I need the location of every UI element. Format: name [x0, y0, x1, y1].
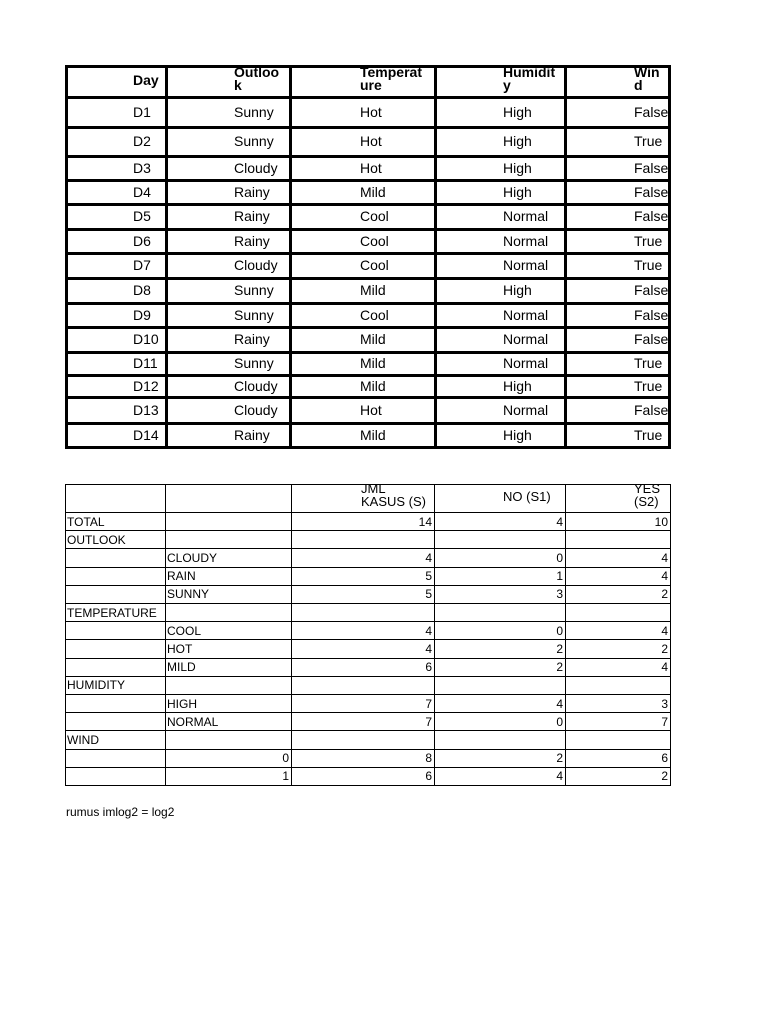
weather-cell: Mild — [360, 331, 386, 347]
weather-cell: False — [634, 401, 669, 418]
weather-cell: Cloudy — [234, 401, 278, 418]
summary-cell: 14 — [418, 514, 432, 529]
weather-cell: False — [634, 103, 669, 120]
weather-cell: Normal — [503, 257, 549, 273]
summary-cell: COOL — [167, 623, 202, 638]
weather-col-border — [564, 65, 567, 449]
weather-cell: Mild — [360, 183, 386, 200]
summary-cell: HOT — [167, 641, 193, 656]
weather-cell: False — [634, 306, 669, 323]
weather-header-cell: Outloo k — [234, 64, 280, 93]
summary-cell: HUMIDITY — [67, 678, 125, 693]
weather-cell: D1 — [133, 103, 151, 120]
weather-cell: True — [634, 257, 663, 273]
weather-cell: High — [503, 183, 532, 200]
summary-cell: 1 — [282, 769, 289, 784]
weather-cell: Normal — [503, 355, 549, 371]
summary-cell: WIND — [67, 732, 99, 747]
weather-cell: Mild — [360, 377, 386, 394]
weather-cell: Normal — [503, 306, 549, 323]
summary-col-border — [165, 484, 166, 785]
weather-cell: Sunny — [234, 133, 274, 149]
summary-cell: 6 — [661, 751, 668, 766]
weather-row-border — [65, 446, 671, 449]
summary-cell: TOTAL — [67, 514, 105, 529]
weather-cell: Cool — [360, 208, 389, 224]
weather-cell: Normal — [503, 401, 549, 418]
summary-header-cell: YES (S2) — [634, 481, 661, 509]
weather-cell: True — [634, 355, 663, 371]
summary-cell: 3 — [661, 696, 668, 711]
weather-row-border — [65, 126, 671, 129]
weather-cell: Hot — [360, 103, 382, 120]
summary-col-border — [670, 484, 671, 785]
weather-cell: Hot — [360, 159, 382, 176]
summary-cell: 2 — [556, 641, 563, 656]
weather-header-cell: Day — [133, 72, 159, 88]
weather-cell: Hot — [360, 133, 382, 149]
weather-cell: Normal — [503, 331, 549, 347]
summary-cell: 0 — [282, 751, 289, 766]
summary-cell: 8 — [425, 751, 432, 766]
weather-cell: Cloudy — [234, 377, 278, 394]
weather-cell: D4 — [133, 183, 151, 200]
summary-cell: 0 — [556, 714, 563, 729]
summary-cell: 4 — [661, 623, 668, 638]
summary-cell: 5 — [425, 587, 432, 602]
weather-cell: False — [634, 208, 669, 224]
weather-row-border — [65, 277, 671, 280]
weather-cell: High — [503, 426, 532, 443]
weather-row-border — [65, 96, 671, 99]
summary-table — [65, 481, 671, 785]
weather-cell: Cloudy — [234, 159, 278, 176]
weather-col-border — [289, 65, 292, 449]
weather-cell: Mild — [360, 355, 386, 371]
weather-cell: D3 — [133, 159, 151, 176]
summary-cell: 4 — [425, 641, 432, 656]
weather-cell: Rainy — [234, 208, 270, 224]
weather-row-border — [65, 203, 671, 206]
weather-cell: D7 — [133, 257, 151, 273]
summary-cell: 2 — [661, 587, 668, 602]
weather-cell: D6 — [133, 232, 151, 249]
summary-cell: 5 — [425, 569, 432, 584]
summary-cell: 4 — [661, 550, 668, 565]
summary-cell: NORMAL — [167, 714, 219, 729]
weather-cell: D9 — [133, 306, 151, 323]
weather-cell: Sunny — [234, 282, 274, 298]
weather-cell: D5 — [133, 208, 151, 224]
weather-row-border — [65, 351, 671, 354]
summary-cell: 7 — [425, 714, 432, 729]
weather-cell: Cool — [360, 306, 389, 323]
weather-cell: Rainy — [234, 331, 270, 347]
weather-cell: False — [634, 183, 669, 200]
summary-col-border — [434, 484, 435, 785]
weather-cell: D11 — [133, 355, 158, 371]
weather-cell: High — [503, 133, 532, 149]
weather-cell: Cool — [360, 232, 389, 249]
weather-cell: False — [634, 331, 669, 347]
weather-cell: Sunny — [234, 306, 274, 323]
weather-cell: D10 — [133, 331, 159, 347]
weather-row-border — [65, 374, 671, 377]
weather-cell: Sunny — [234, 355, 274, 371]
summary-col-border — [565, 484, 566, 785]
summary-cell: 2 — [661, 641, 668, 656]
summary-cell: 4 — [661, 660, 668, 675]
summary-header-cell: JML KASUS (S) — [361, 481, 427, 509]
summary-cell: 2 — [556, 660, 563, 675]
weather-row-border — [65, 422, 671, 425]
summary-cell: 6 — [425, 660, 432, 675]
weather-col-border — [668, 65, 671, 449]
weather-cell: High — [503, 159, 532, 176]
weather-cell: False — [634, 159, 669, 176]
summary-cell: RAIN — [167, 569, 196, 584]
summary-cell: 1 — [556, 569, 563, 584]
weather-row-border — [65, 252, 671, 255]
weather-cell: D12 — [133, 377, 159, 394]
weather-col-border — [434, 65, 437, 449]
weather-col-border — [165, 65, 168, 449]
formula-note: rumus imlog2 = log2 — [66, 805, 175, 819]
summary-cell: 4 — [556, 514, 563, 529]
summary-cell: TEMPERATURE — [67, 605, 157, 620]
weather-header-cell: Temperat ure — [360, 64, 422, 93]
weather-cell: Rainy — [234, 232, 270, 249]
summary-cell: HIGH — [167, 696, 197, 711]
weather-row-border — [65, 302, 671, 305]
weather-cell: Rainy — [234, 183, 270, 200]
weather-cell: High — [503, 282, 532, 298]
summary-cell: 4 — [425, 623, 432, 638]
weather-cell: High — [503, 103, 532, 120]
weather-table — [65, 65, 671, 449]
weather-cell: Mild — [360, 282, 386, 298]
summary-cell: 4 — [556, 769, 563, 784]
weather-cell: Normal — [503, 232, 549, 249]
weather-cell: D13 — [133, 401, 159, 418]
summary-cell: 7 — [425, 696, 432, 711]
weather-cell: D2 — [133, 133, 151, 149]
summary-cell: 0 — [556, 623, 563, 638]
summary-cell: MILD — [167, 660, 196, 675]
weather-row-border — [65, 228, 671, 231]
summary-cell: 7 — [661, 714, 668, 729]
weather-cell: True — [634, 232, 663, 249]
summary-cell: SUNNY — [167, 587, 210, 602]
weather-row-border — [65, 155, 671, 158]
weather-cell: False — [634, 282, 669, 298]
summary-cell: 3 — [556, 587, 563, 602]
weather-cell: True — [634, 377, 663, 394]
weather-row-border — [65, 396, 671, 399]
summary-cell: 0 — [556, 550, 563, 565]
summary-cell: 4 — [556, 696, 563, 711]
weather-cell: Cool — [360, 257, 389, 273]
weather-cell: Sunny — [234, 103, 274, 120]
weather-row-border — [65, 179, 671, 182]
summary-cell: OUTLOOK — [67, 532, 126, 547]
weather-cell: Normal — [503, 208, 549, 224]
summary-header-cell: NO (S1) — [503, 489, 551, 504]
weather-row-border — [65, 326, 671, 329]
weather-cell: D14 — [133, 426, 159, 443]
summary-col-border — [291, 484, 292, 785]
weather-header-cell: Win d — [634, 64, 660, 93]
summary-cell: CLOUDY — [167, 550, 218, 565]
weather-cell: Cloudy — [234, 257, 278, 273]
summary-cell: 6 — [425, 769, 432, 784]
weather-header-cell: Humidit y — [503, 64, 556, 93]
weather-cell: True — [634, 133, 663, 149]
summary-cell: 4 — [661, 569, 668, 584]
summary-cell: 4 — [425, 550, 432, 565]
weather-cell: Rainy — [234, 426, 270, 443]
weather-cell: High — [503, 377, 532, 394]
weather-cell: True — [634, 426, 663, 443]
weather-cell: Hot — [360, 401, 382, 418]
summary-cell: 10 — [654, 514, 668, 529]
weather-cell: D8 — [133, 282, 151, 298]
summary-col-border — [65, 484, 66, 785]
summary-cell: 2 — [661, 769, 668, 784]
summary-cell: 2 — [556, 751, 563, 766]
weather-col-border — [65, 65, 68, 449]
weather-cell: Mild — [360, 426, 386, 443]
